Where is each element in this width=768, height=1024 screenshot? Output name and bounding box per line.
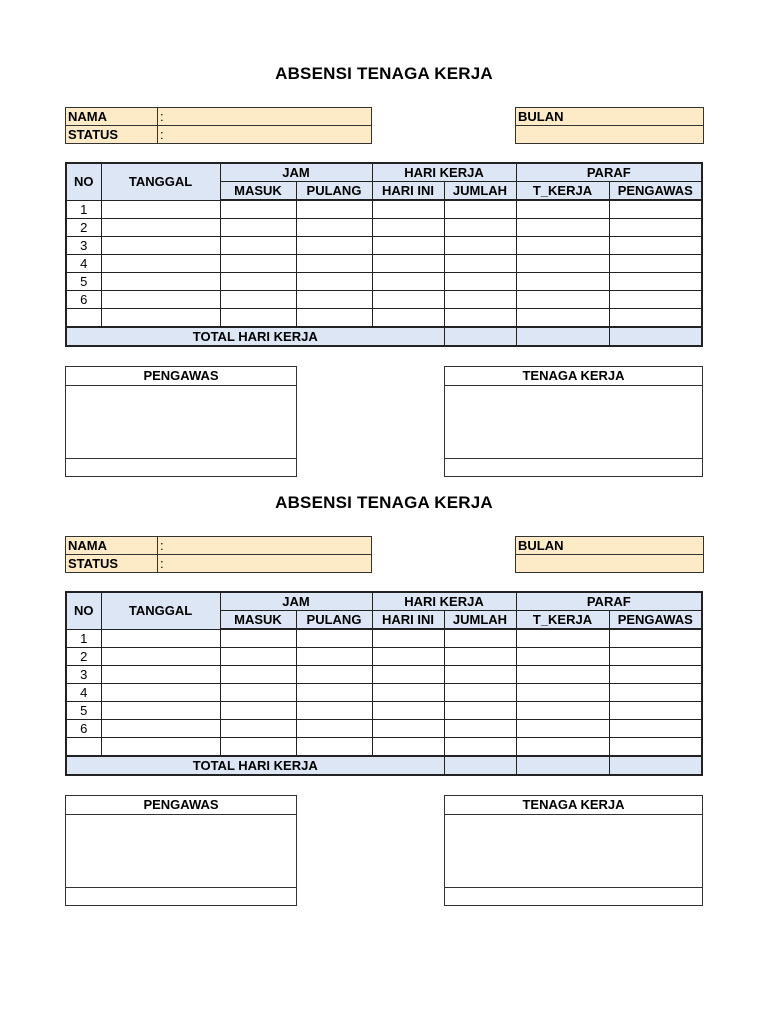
jumlah-cell[interactable]: [444, 237, 516, 255]
tanggal-cell[interactable]: [101, 200, 220, 219]
pengawas-signature-box: [65, 795, 297, 906]
jumlah-cell[interactable]: [444, 200, 516, 219]
header-masuk: MASUK: [220, 611, 296, 630]
total-t-kerja-cell[interactable]: [516, 327, 609, 346]
total-row: [66, 756, 702, 775]
hari-ini-cell[interactable]: [372, 237, 444, 255]
paraf-t-kerja-cell[interactable]: [516, 666, 609, 684]
bulan-label: BULAN: [516, 537, 704, 555]
pengawas-signature-area[interactable]: [66, 815, 296, 888]
tanggal-cell[interactable]: [101, 291, 220, 309]
table-row: [66, 273, 702, 291]
paraf-pengawas-cell[interactable]: [609, 720, 702, 738]
hari-ini-cell[interactable]: [372, 273, 444, 291]
table-row: [66, 738, 702, 757]
month-info-box: [515, 107, 704, 144]
hari-ini-cell[interactable]: [372, 291, 444, 309]
attendance-table: [65, 591, 703, 776]
header-pulang: PULANG: [296, 182, 372, 201]
employee-info-box: [65, 536, 372, 573]
header-t-kerja: T_KERJA: [516, 611, 609, 630]
table-row: [66, 666, 702, 684]
employee-info-box: [65, 107, 372, 144]
masuk-cell[interactable]: [220, 684, 296, 702]
total-jumlah-cell[interactable]: [444, 327, 516, 346]
pulang-cell[interactable]: [296, 273, 372, 291]
tanggal-cell[interactable]: [101, 219, 220, 237]
jumlah-cell[interactable]: [444, 666, 516, 684]
paraf-t-kerja-cell[interactable]: [516, 291, 609, 309]
masuk-cell[interactable]: [220, 200, 296, 219]
header-hari-ini: HARI INI: [372, 182, 444, 201]
jumlah-cell[interactable]: [444, 219, 516, 237]
nama-field[interactable]: :: [158, 537, 372, 555]
attendance-table: [65, 162, 703, 347]
paraf-t-kerja-cell[interactable]: [516, 702, 609, 720]
tanggal-cell[interactable]: [101, 237, 220, 255]
status-label: STATUS: [66, 126, 158, 144]
paraf-pengawas-cell[interactable]: [609, 273, 702, 291]
hari-ini-cell[interactable]: [372, 309, 444, 328]
total-jumlah-cell[interactable]: [444, 756, 516, 775]
tanggal-cell[interactable]: [101, 309, 220, 328]
header-jumlah: JUMLAH: [444, 182, 516, 201]
tanggal-cell[interactable]: [101, 648, 220, 666]
jumlah-cell[interactable]: [444, 684, 516, 702]
row-number: 5: [66, 702, 101, 720]
masuk-cell[interactable]: [220, 720, 296, 738]
tanggal-cell[interactable]: [101, 255, 220, 273]
row-number: 4: [66, 255, 101, 273]
paraf-pengawas-cell[interactable]: [609, 200, 702, 219]
status-field[interactable]: :: [158, 555, 372, 573]
row-number: 2: [66, 219, 101, 237]
tanggal-cell[interactable]: [101, 684, 220, 702]
paraf-t-kerja-cell[interactable]: [516, 684, 609, 702]
paraf-pengawas-cell[interactable]: [609, 309, 702, 328]
paraf-pengawas-cell[interactable]: [609, 255, 702, 273]
row-number: 6: [66, 291, 101, 309]
paraf-pengawas-cell[interactable]: [609, 738, 702, 757]
row-number: 1: [66, 629, 101, 648]
table-row: [66, 629, 702, 648]
header-jam: JAM: [220, 163, 372, 182]
pulang-cell[interactable]: [296, 219, 372, 237]
paraf-t-kerja-cell[interactable]: [516, 200, 609, 219]
attendance-form-1: [0, 0, 768, 430]
header-tanggal: TANGGAL: [101, 163, 220, 200]
nama-label: NAMA: [66, 108, 158, 126]
row-number: 4: [66, 684, 101, 702]
paraf-t-kerja-cell[interactable]: [516, 629, 609, 648]
tenaga-kerja-name-field[interactable]: [445, 888, 702, 905]
row-number: 6: [66, 720, 101, 738]
jumlah-cell[interactable]: [444, 273, 516, 291]
header-no: NO: [66, 592, 101, 629]
hari-ini-cell[interactable]: [372, 684, 444, 702]
jumlah-cell[interactable]: [444, 738, 516, 757]
hari-ini-cell[interactable]: [372, 702, 444, 720]
hari-ini-cell[interactable]: [372, 629, 444, 648]
pulang-cell[interactable]: [296, 702, 372, 720]
paraf-pengawas-cell[interactable]: [609, 629, 702, 648]
table-row: [66, 219, 702, 237]
pulang-cell[interactable]: [296, 255, 372, 273]
table-row: [66, 702, 702, 720]
masuk-cell[interactable]: [220, 629, 296, 648]
header-hari-kerja: HARI KERJA: [372, 592, 516, 611]
form-title: ABSENSI TENAGA KERJA: [275, 64, 493, 83]
paraf-t-kerja-cell[interactable]: [516, 273, 609, 291]
masuk-cell[interactable]: [220, 255, 296, 273]
form-title: ABSENSI TENAGA KERJA: [275, 493, 493, 512]
tanggal-cell[interactable]: [101, 273, 220, 291]
total-hari-kerja-label: TOTAL HARI KERJA: [66, 327, 444, 346]
table-row: [66, 200, 702, 219]
paraf-t-kerja-cell[interactable]: [516, 309, 609, 328]
row-number: [66, 738, 101, 757]
masuk-cell[interactable]: [220, 273, 296, 291]
tanggal-cell[interactable]: [101, 702, 220, 720]
header-paraf: PARAF: [516, 592, 702, 611]
pulang-cell[interactable]: [296, 684, 372, 702]
pulang-cell[interactable]: [296, 291, 372, 309]
paraf-t-kerja-cell[interactable]: [516, 720, 609, 738]
tanggal-cell[interactable]: [101, 720, 220, 738]
hari-ini-cell[interactable]: [372, 200, 444, 219]
table-row: [66, 684, 702, 702]
paraf-t-kerja-cell[interactable]: [516, 648, 609, 666]
hari-ini-cell[interactable]: [372, 648, 444, 666]
pulang-cell[interactable]: [296, 200, 372, 219]
total-t-kerja-cell[interactable]: [516, 756, 609, 775]
hari-ini-cell[interactable]: [372, 666, 444, 684]
paraf-t-kerja-cell[interactable]: [516, 237, 609, 255]
masuk-cell[interactable]: [220, 237, 296, 255]
masuk-cell[interactable]: [220, 309, 296, 328]
header-masuk: MASUK: [220, 182, 296, 201]
masuk-cell[interactable]: [220, 702, 296, 720]
header-t-kerja: T_KERJA: [516, 182, 609, 201]
tenaga-kerja-signature-label: TENAGA KERJA: [445, 367, 702, 386]
paraf-t-kerja-cell[interactable]: [516, 738, 609, 757]
header-paraf: PARAF: [516, 163, 702, 182]
jumlah-cell[interactable]: [444, 291, 516, 309]
tanggal-cell[interactable]: [101, 666, 220, 684]
tanggal-cell[interactable]: [101, 629, 220, 648]
row-number: [66, 309, 101, 328]
table-row: [66, 720, 702, 738]
jumlah-cell[interactable]: [444, 629, 516, 648]
row-number: 3: [66, 237, 101, 255]
masuk-cell[interactable]: [220, 291, 296, 309]
jumlah-cell[interactable]: [444, 648, 516, 666]
pengawas-name-field[interactable]: [66, 888, 296, 905]
tenaga-kerja-signature-label: TENAGA KERJA: [445, 796, 702, 815]
header-tanggal: TANGGAL: [101, 592, 220, 629]
nama-field[interactable]: :: [158, 108, 372, 126]
pulang-cell[interactable]: [296, 648, 372, 666]
tanggal-cell[interactable]: [101, 738, 220, 757]
nama-label: NAMA: [66, 537, 158, 555]
header-pulang: PULANG: [296, 611, 372, 630]
bulan-field[interactable]: [516, 555, 704, 573]
total-hari-kerja-label: TOTAL HARI KERJA: [66, 756, 444, 775]
month-info-box: [515, 536, 704, 573]
jumlah-cell[interactable]: [444, 702, 516, 720]
paraf-pengawas-cell[interactable]: [609, 648, 702, 666]
attendance-form-2: [0, 429, 768, 859]
pulang-cell[interactable]: [296, 738, 372, 757]
masuk-cell[interactable]: [220, 738, 296, 757]
pengawas-signature-label: PENGAWAS: [66, 796, 296, 815]
header-pengawas: PENGAWAS: [609, 611, 702, 630]
bulan-label: BULAN: [516, 108, 704, 126]
row-number: 1: [66, 200, 101, 219]
status-field[interactable]: :: [158, 126, 372, 144]
pulang-cell[interactable]: [296, 720, 372, 738]
header-jumlah: JUMLAH: [444, 611, 516, 630]
total-row: [66, 327, 702, 346]
paraf-pengawas-cell[interactable]: [609, 237, 702, 255]
header-no: NO: [66, 163, 101, 200]
paraf-t-kerja-cell[interactable]: [516, 255, 609, 273]
tenaga-kerja-signature-area[interactable]: [445, 815, 702, 888]
paraf-pengawas-cell[interactable]: [609, 219, 702, 237]
table-row: [66, 648, 702, 666]
header-hari-ini: HARI INI: [372, 611, 444, 630]
masuk-cell[interactable]: [220, 648, 296, 666]
paraf-pengawas-cell[interactable]: [609, 702, 702, 720]
table-row: [66, 237, 702, 255]
pulang-cell[interactable]: [296, 309, 372, 328]
hari-ini-cell[interactable]: [372, 219, 444, 237]
tenaga-kerja-signature-box: [444, 795, 703, 906]
bulan-field[interactable]: [516, 126, 704, 144]
total-pengawas-cell[interactable]: [609, 756, 702, 775]
row-number: 5: [66, 273, 101, 291]
header-hari-kerja: HARI KERJA: [372, 163, 516, 182]
jumlah-cell[interactable]: [444, 720, 516, 738]
table-row: [66, 255, 702, 273]
paraf-pengawas-cell[interactable]: [609, 684, 702, 702]
jumlah-cell[interactable]: [444, 309, 516, 328]
jumlah-cell[interactable]: [444, 255, 516, 273]
row-number: 3: [66, 666, 101, 684]
hari-ini-cell[interactable]: [372, 255, 444, 273]
hari-ini-cell[interactable]: [372, 720, 444, 738]
masuk-cell[interactable]: [220, 666, 296, 684]
hari-ini-cell[interactable]: [372, 738, 444, 757]
pulang-cell[interactable]: [296, 629, 372, 648]
pulang-cell[interactable]: [296, 237, 372, 255]
paraf-t-kerja-cell[interactable]: [516, 219, 609, 237]
header-pengawas: PENGAWAS: [609, 182, 702, 201]
status-label: STATUS: [66, 555, 158, 573]
table-row: [66, 291, 702, 309]
total-pengawas-cell[interactable]: [609, 327, 702, 346]
paraf-pengawas-cell[interactable]: [609, 666, 702, 684]
pulang-cell[interactable]: [296, 666, 372, 684]
row-number: 2: [66, 648, 101, 666]
header-jam: JAM: [220, 592, 372, 611]
paraf-pengawas-cell[interactable]: [609, 291, 702, 309]
masuk-cell[interactable]: [220, 219, 296, 237]
table-row: [66, 309, 702, 328]
pengawas-signature-label: PENGAWAS: [66, 367, 296, 386]
